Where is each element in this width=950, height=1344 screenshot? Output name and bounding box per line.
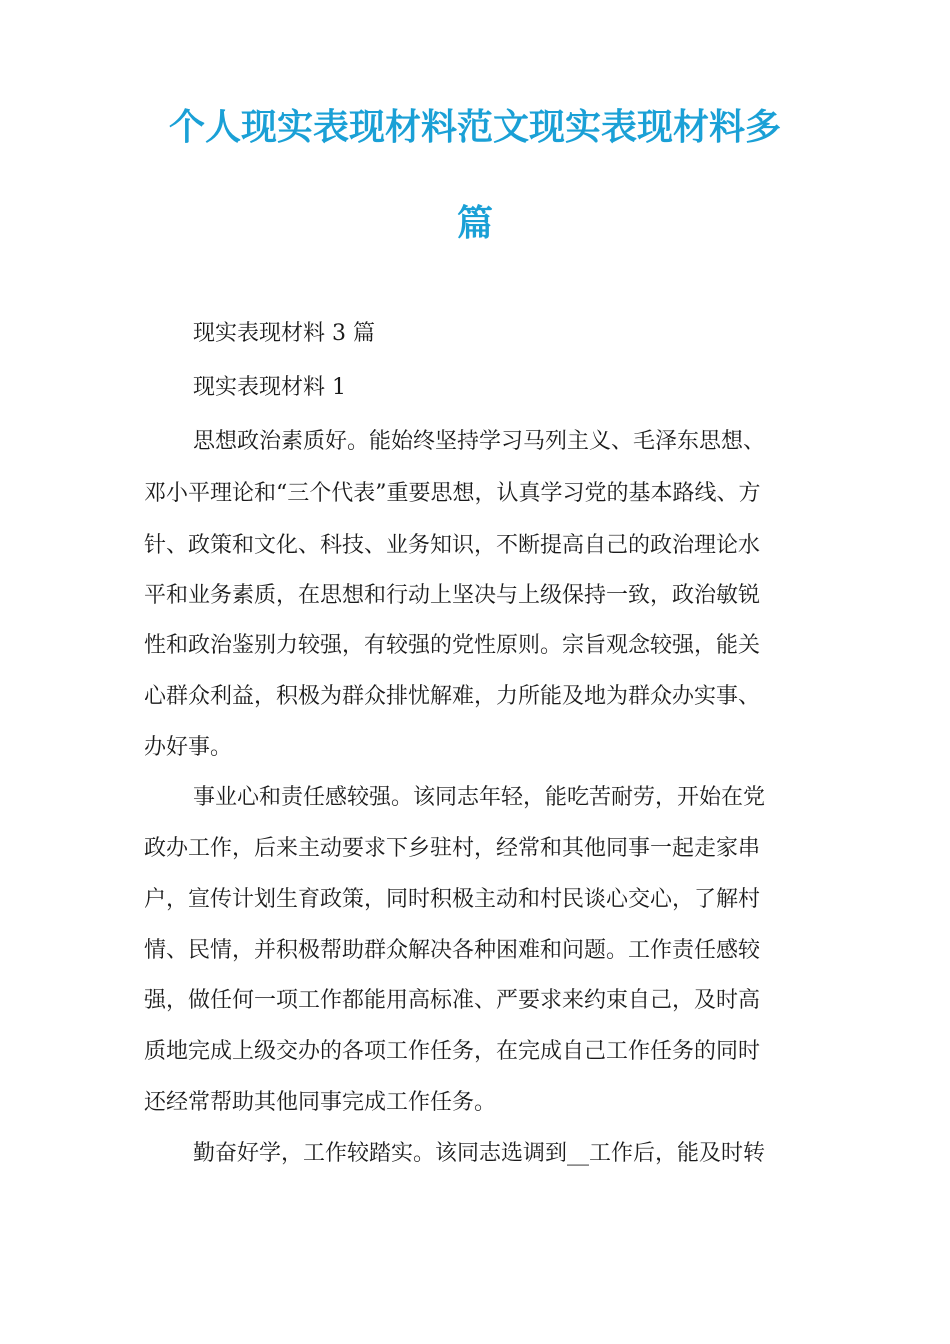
document-title-line-1: 个人现实表现材料范文现实表现材料多 [168,107,781,148]
paragraph-1-line-2: 邓小平理论和“三个代表”重要思想，认真学习党的基本路线、方 [144,481,761,506]
paragraph-2-line-7: 还经常帮助其他同事完成工作任务。 [144,1090,497,1115]
paragraph-1-line-5: 性和政治鉴别力较强，有较强的党性原则。宗旨观念较强，能关 [144,633,761,658]
paragraph-3-line-1: 勤奋好学，工作较踏实。该同志选调到__工作后，能及时转 [193,1141,766,1166]
paragraph-2-line-6: 质地完成上级交办的各项工作任务，在完成自己工作任务的同时 [144,1039,761,1064]
collection-heading: 现实表现材料 3 篇 [193,321,375,346]
paragraph-2-line-1: 事业心和责任感较强。该同志年轻，能吃苦耐劳，开始在党 [193,785,766,810]
document-title-line-2: 篇 [456,203,493,244]
paragraph-2-line-2: 政办工作，后来主动要求下乡驻村，经常和其他同事一起走家串 [144,836,761,861]
paragraph-1-line-3: 针、政策和文化、科技、业务知识，不断提高自己的政治理论水 [144,533,761,558]
paragraph-2-line-5: 强，做任何一项工作都能用高标准、严要求来约束自己，及时高 [144,988,761,1013]
paragraph-1-line-7: 办好事。 [144,735,233,760]
paragraph-2-line-3: 户，宣传计划生育政策，同时积极主动和村民谈心交心，了解村 [144,887,761,912]
paragraph-2-line-4: 情、民情，并积极帮助群众解决各种困难和问题。工作责任感较 [144,938,761,963]
paragraph-1-line-4: 平和业务素质，在思想和行动上坚决与上级保持一致，政治敏锐 [144,583,761,608]
paragraph-1-line-6: 心群众利益，积极为群众排忧解难，力所能及地为群众办实事、 [144,684,761,709]
section-heading-1: 现实表现材料 1 [193,375,346,400]
paragraph-1-line-1: 思想政治素质好。能始终坚持学习马列主义、毛泽东思想、 [193,429,766,454]
